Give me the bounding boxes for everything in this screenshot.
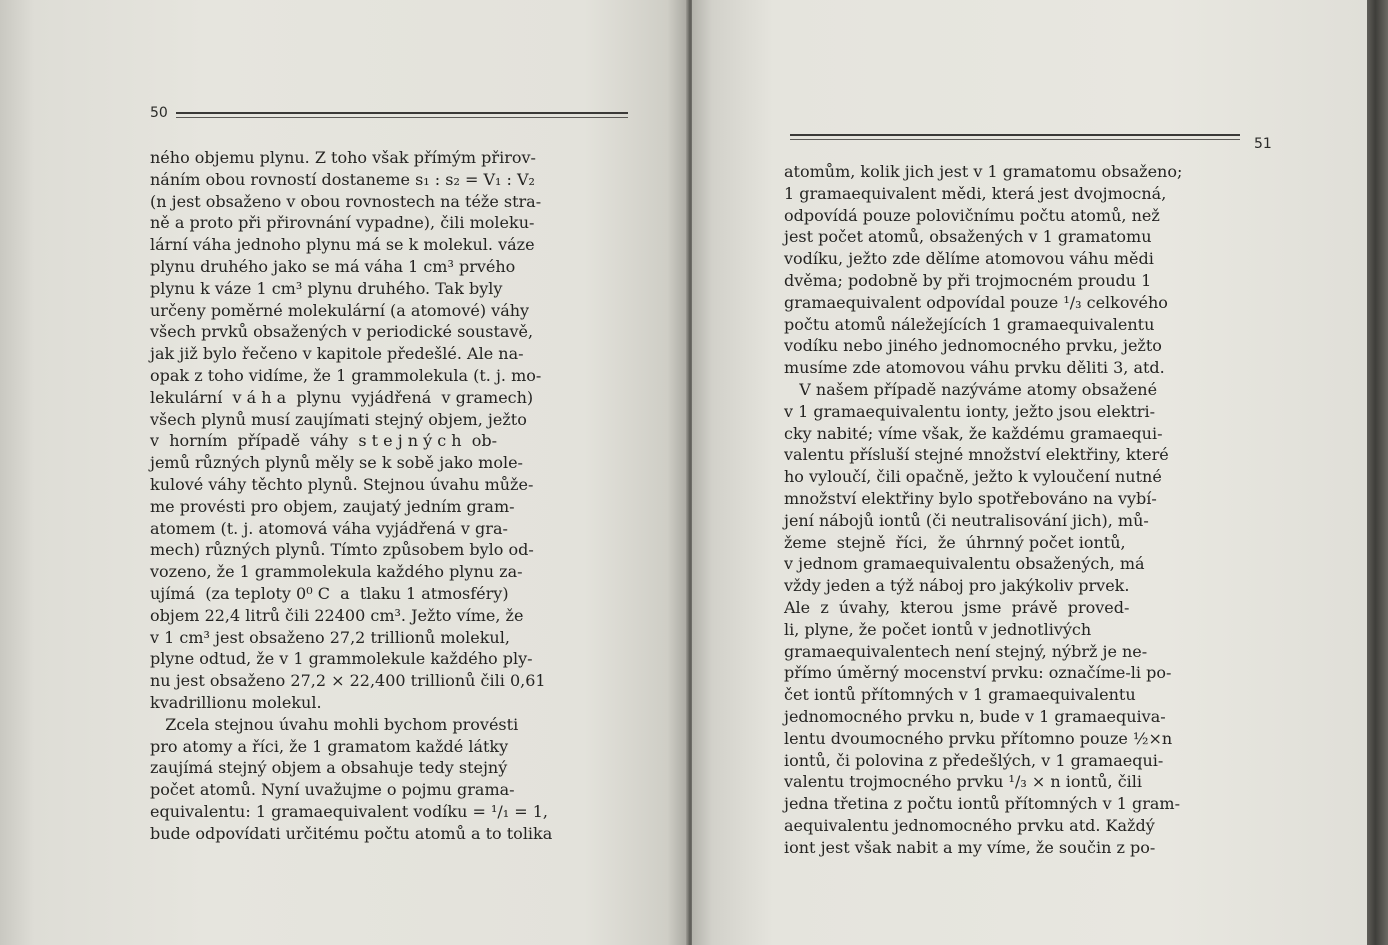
text-line: jemů různých plynů měly se k sobě jako mole- bbox=[150, 453, 523, 473]
text-line: dvěma; podobně by při trojmocném proudu 1 bbox=[784, 270, 1152, 290]
text-line: počet atomů. Nyní uvažujme o pojmu grama- bbox=[150, 780, 515, 800]
text-line: cky nabité; víme však, že každému gramaequi- bbox=[784, 423, 1163, 443]
left-header-rule bbox=[176, 112, 628, 114]
book-edge bbox=[1367, 0, 1388, 945]
text-line: lární váha jednoho plynu má se k molekul. váze bbox=[150, 235, 535, 255]
text-line: gramaequivalentech není stejný, nýbrž je ne- bbox=[784, 641, 1148, 661]
text-line: Zcela stejnou úvahu mohli bychom provésti bbox=[150, 714, 519, 734]
text-line: jedna třetina z počtu iontů přítomných v 1 gram- bbox=[784, 794, 1181, 814]
right-page-number: 51 bbox=[1254, 136, 1272, 152]
text-line: vodíku, ježto zde dělíme atomovou váhu mědi bbox=[784, 249, 1154, 269]
text-line: Ale z úvahy, kterou jsme právě proved- bbox=[784, 597, 1130, 617]
text-line: všech plynů musí zaujímati stejný objem, ježto bbox=[150, 409, 527, 429]
text-line: jednomocného prvku n, bude v 1 gramaequiva- bbox=[784, 706, 1166, 726]
text-line: v jednom gramaequivalentu obsažených, má bbox=[784, 554, 1145, 574]
text-line: ně a proto při přirovnání vypadne), čili moleku- bbox=[150, 213, 535, 233]
text-line: objem 22,4 litrů čili 22400 cm³. Ježto víme, že bbox=[150, 605, 524, 625]
text-line: náním obou rovností dostaneme s₁ : s₂ = V₁ : V₂ bbox=[150, 169, 535, 189]
text-line: přímo úměrný mocenství prvku: označíme-li po- bbox=[784, 663, 1172, 683]
right-page-text bbox=[784, 161, 1274, 859]
text-line: lekulární v á h a plynu vyjádřená v gramech) bbox=[150, 387, 534, 407]
text-line: v 1 gramaequivalentu ionty, ježto jsou elektri- bbox=[784, 401, 1156, 421]
text-line: ho vyloučí, čili opačně, ježto k vyloučení nutné bbox=[784, 467, 1162, 487]
text-line: lentu dvoumocného prvku přítomno pouze ½×n bbox=[784, 728, 1173, 748]
text-line: zaujímá stejný objem a obsahuje tedy stejný bbox=[150, 758, 508, 778]
text-line: equivalentu: 1 gramaequivalent vodíku = ¹/₁ = 1, bbox=[150, 801, 549, 821]
text-line: množství elektřiny bylo spotřebováno na vybí- bbox=[784, 488, 1157, 508]
text-line: opak z toho vidíme, že 1 grammolekula (t. j. mo- bbox=[150, 365, 542, 385]
text-line: vodíku nebo jiného jednomocného prvku, ježto bbox=[784, 336, 1162, 356]
text-line: valentu přísluší stejné množství elektřiny, které bbox=[784, 445, 1169, 465]
text-line: žeme stejně říci, že úhrnný počet iontů, bbox=[784, 532, 1126, 552]
text-line: v 1 cm³ jest obsaženo 27,2 trillionů molekul, bbox=[150, 627, 510, 647]
text-line: čet iontů přítomných v 1 gramaequivalentu bbox=[784, 685, 1136, 705]
text-line: V našem případě nazýváme atomy obsažené bbox=[784, 379, 1158, 399]
text-line: (n jest obsaženo v obou rovnostech na téže stra- bbox=[150, 191, 542, 211]
text-line: všech prvků obsažených v periodické soustavě, bbox=[150, 322, 534, 342]
text-line: valentu trojmocného prvku ¹/₃ × n iontů, čili bbox=[784, 772, 1142, 792]
right-header-rule-thin bbox=[790, 139, 1240, 140]
text-line: kvadrillionu molekul. bbox=[150, 692, 322, 712]
text-line: kulové váhy těchto plynů. Stejnou úvahu může- bbox=[150, 474, 534, 494]
text-line: atomem (t. j. atomová váha vyjádřená v gra- bbox=[150, 518, 508, 538]
text-line: pro atomy a říci, že 1 gramatom každé látky bbox=[150, 736, 509, 756]
text-line: gramaequivalent odpovídal pouze ¹/₃ celkového bbox=[784, 292, 1168, 312]
text-line: bude odpovídati určitému počtu atomů a to tolika bbox=[150, 823, 553, 843]
left-page-text bbox=[150, 147, 650, 845]
text-line: ného objemu plynu. Z toho však přímým přirov- bbox=[150, 148, 536, 167]
text-line: 1 gramaequivalent mědi, která jest dvojmocná, bbox=[784, 183, 1167, 203]
text-line: musíme zde atomovou váhu prvku děliti 3, atd. bbox=[784, 358, 1165, 378]
text-line: plynu k váze 1 cm³ plynu druhého. Tak byly bbox=[150, 278, 503, 298]
text-line: jak již bylo řečeno v kapitole předešlé. Ale na- bbox=[150, 344, 524, 364]
text-line: vždy jeden a týž náboj pro jakýkoliv prvek. bbox=[784, 576, 1130, 596]
text-line: určeny poměrné molekulární (a atomové) váhy bbox=[150, 300, 530, 320]
text-line: li, plyne, že počet iontů v jednotlivých bbox=[784, 619, 1092, 639]
text-line: počtu atomů náležejících 1 gramaequivalentu bbox=[784, 314, 1155, 334]
text-line: ujímá (za teploty 0⁰ C a tlaku 1 atmosféry) bbox=[150, 583, 509, 603]
left-page-number: 50 bbox=[150, 105, 168, 121]
text-line: jení nábojů iontů (či neutralisování jich), mů- bbox=[784, 510, 1149, 530]
text-line: iontů, či polovina z předešlých, v 1 gramaequi- bbox=[784, 750, 1164, 770]
text-line: atomům, kolik jich jest v 1 gramatomu obsaženo; bbox=[784, 162, 1183, 181]
text-line: plyne odtud, že v 1 grammolekule každého ply- bbox=[150, 649, 533, 669]
text-line: nu jest obsaženo 27,2 × 22,400 trillionů čili 0,61 bbox=[150, 671, 546, 691]
text-line: plynu druhého jako se má váha 1 cm³ prvého bbox=[150, 256, 516, 276]
text-line: mech) různých plynů. Tímto způsobem bylo od- bbox=[150, 540, 534, 560]
text-line: aequivalentu jednomocného prvku atd. Každý bbox=[784, 815, 1155, 835]
left-header-rule-thin bbox=[176, 117, 628, 118]
text-line: odpovídá pouze polovičnímu počtu atomů, než bbox=[784, 205, 1160, 225]
text-line: me provésti pro objem, zaujatý jedním gram- bbox=[150, 496, 515, 516]
text-line: vozeno, že 1 grammolekula každého plynu za- bbox=[150, 562, 523, 582]
text-line: iont jest však nabit a my víme, že součin z po- bbox=[784, 837, 1156, 857]
text-line: jest počet atomů, obsažených v 1 gramatomu bbox=[784, 227, 1152, 247]
right-header-rule bbox=[790, 134, 1240, 136]
text-line: v horním případě váhy s t e j n ý c h ob- bbox=[150, 431, 498, 451]
